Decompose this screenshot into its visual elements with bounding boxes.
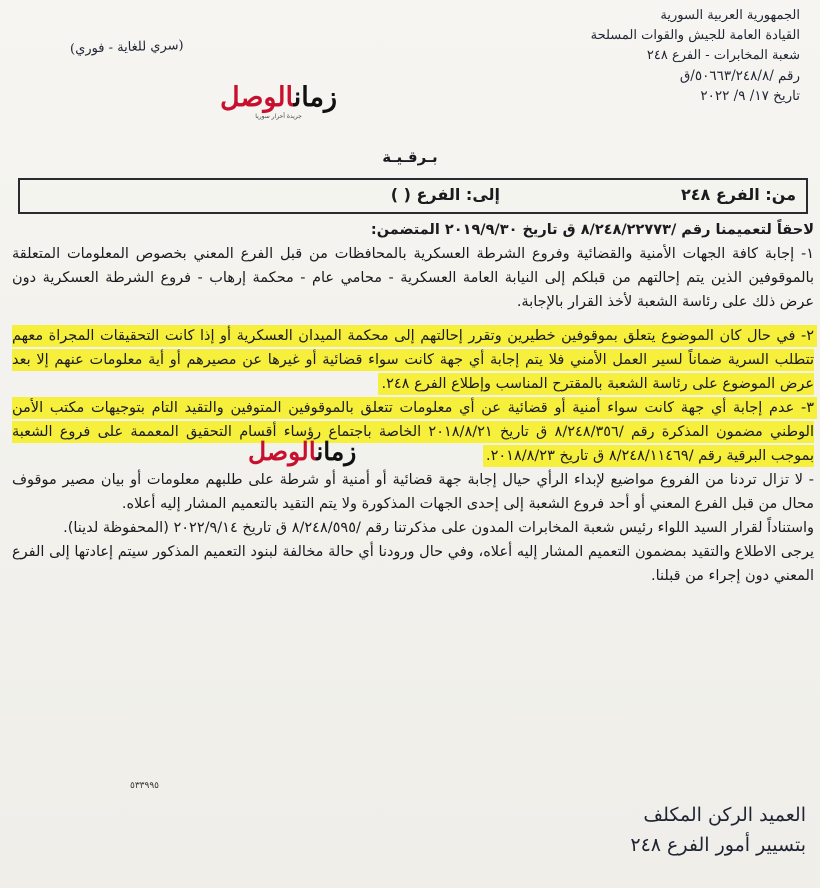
signature-role: بتسيير أمور الفرع ٢٤٨ xyxy=(630,834,806,856)
classification-note: (سري للغاية - فوري) xyxy=(69,38,184,57)
header-reference-number: رقم /٥٠٦٦٣/٢٤٨/٨/ق xyxy=(679,68,800,84)
watermark-logo: زمانالوصل جريدة أحرار سوريا xyxy=(220,82,338,120)
signature-title: العميد الركن المكلف xyxy=(643,804,806,826)
routing-box xyxy=(18,178,808,214)
header-command: القيادة العامة للجيش والقوات المسلحة xyxy=(590,28,800,43)
paragraph-4: - لا تزال تردنا من الفروع مواضيع لإبداء الرأي حيال إجابة جهة قضائية أو أمنية أو شرطة على طلبهم معلومات أو بيان مصير موقوف محال من قبل الفرع المعني أو أحد فروع الشعبة إلى إحدى الجهات المذكورة ولا يتم التقيد بالتعميم المشار إليه أعلاه. xyxy=(12,472,814,512)
header-country: الجمهورية العربية السورية xyxy=(660,8,800,23)
header-date: تاريخ ١٧/ ٩/ ٢٠٢٢ xyxy=(700,88,800,104)
paragraph-6: يرجى الاطلاع والتقيد بمضمون التعميم المشار إليه أعلاه، وفي حال ورودنا أي حالة مخالفة لبنود التعميم المذكور سيتم إعادتها إلى الفرع المعني دون إجراء من قبلنا. xyxy=(12,544,814,584)
document-header xyxy=(530,6,800,106)
logo-tagline: جريدة أحرار سوريا xyxy=(255,113,302,120)
paragraph-3-highlighted: ٣- عدم إجابة أي جهة كانت سواء أمنية أو قضائية عن أي معلومات تتعلق بالموقوفين المتوفين والتقيد التام بتوجيهات مكتب الأمن الوطني مضمون المذكرة رقم /٨/٢٤٨/٣٥٦ ق تاريخ ٢٠١٨/٨/٢١ الخاصة باجتماع رؤساء أقسام التحقيق المعممة على فروع الشعبة بموجب البرقية رقم /٨/٢٤٨/١١٤٦٩ ق تاريخ ٢٠١٨/٨/٢٣. xyxy=(12,400,814,464)
document-body xyxy=(12,218,814,588)
watermark-logo-2: زمانالوصل xyxy=(248,437,357,466)
header-branch: شعبة المخابرات - الفرع ٢٤٨ xyxy=(646,48,800,63)
signature-block xyxy=(536,800,806,860)
document-title: بـرقـيـة xyxy=(382,148,438,166)
paragraph-1: ١- إجابة كافة الجهات الأمنية والقضائية وفروع الشرطة العسكرية بالمحافظات من قبل الفرع المعني بخصوص المعلومات المتعلقة بالموقوفين الذين يتم إحالتهم من قبلكم إلى النيابة العامة العسكرية - محامي عام - محكمة إرهاب - فروع الشرطة العسكرية دون عرض ذلك على رئاسة الشعبة لأخذ القرار بالإجابة. xyxy=(12,246,814,310)
to-field: إلى: الفرع ( ) xyxy=(390,185,500,204)
serial-stamp: ٥٣٣٩٩٥ xyxy=(130,781,160,791)
paragraph-5: واستناداً لقرار السيد اللواء رئيس شعبة المخابرات المدون على مذكرتنا رقم /٨/٢٤٨/٥٩٥ ق تاريخ ٢٠٢٢/٩/١٤ (المحفوظة لدينا). xyxy=(63,520,814,536)
intro-line: لاحقاً لتعميمنا رقم /٨/٢٤٨/٢٢٧٧٣ ق تاريخ ٢٠١٩/٩/٣٠ المتضمن: xyxy=(370,222,814,238)
paragraph-2-highlighted: ٢- في حال كان الموضوع يتعلق بموقوفين خطيرين وتقرر إحالتهم إلى محكمة الميدان العسكرية أو إذا كانت التحقيقات المجراة معهم تتطلب السرية ضماناً لسير العمل الأمني فلا يتم إجابة أي جهة كانت سواء قضائية أو غيرها عن مصيرهم أو أية معلومات عنهم إلا بعد عرض الموضوع على رئاسة الشعبة بالمقترح المناسب وإطلاع الفرع ٢٤٨. xyxy=(12,328,814,392)
from-field: من: الفرع ٢٤٨ xyxy=(680,185,796,204)
